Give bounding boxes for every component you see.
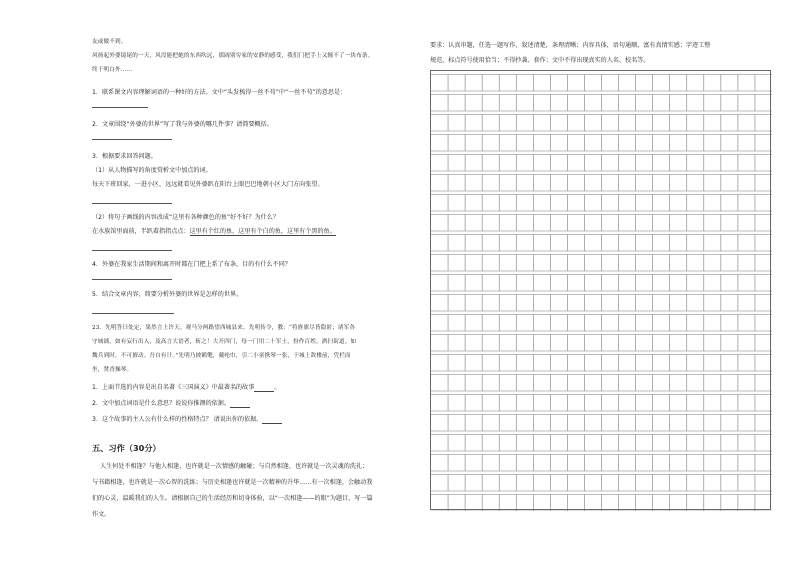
question-2: 2．文章围绕“外婆的世界”写了我与外婆的哪几件事？请简要概括。	[92, 121, 273, 128]
passage-tail-line-3: 终于明白外……	[92, 67, 133, 73]
classical-q3-blank[interactable]	[262, 417, 282, 424]
question-3-2: （2）将句子画线的内容改成“这里有各种颜色的鱼”好不好？为什么？	[92, 214, 279, 221]
question-1: 1．联系课文内容理解词语的一种好的方法。文中“头发梳得一丝不苟”中“一丝不苟”的意思是：	[92, 89, 347, 96]
classical-question-1-text: 1．上面节选的内容是出自名著《三国演义》中最著名的故事	[92, 384, 255, 391]
answer-line-q5[interactable]	[92, 313, 174, 314]
question-4: 4．外婆在我家生活期间和离开时都在门把上系了布条，目的有什么不同？	[92, 261, 291, 268]
question-3-1-quote: 每天下班回家，一进小区，远远就看见外婆趴在阳台上眼巴巴地朝小区大门方向张望。	[92, 181, 324, 188]
writing-grid-lines	[431, 71, 772, 511]
question-3: 3．根据要求回答问题。	[92, 153, 157, 160]
classical-question-2	[92, 400, 250, 408]
classical-question-1-end: 。	[274, 384, 281, 391]
answer-line-q4[interactable]	[92, 279, 172, 280]
classical-question-3	[92, 416, 282, 424]
classical-line-3: 魏兵到时，不可擅动。吾自有计。”先明乃披鹤氅，戴纶巾，引二小童携琴一张，于城上敌楼前，凭栏而	[92, 353, 351, 359]
classical-q1-blank[interactable]	[254, 385, 274, 392]
question-3-2-quote	[92, 228, 336, 236]
composition-prompt-line-4: 作文。	[92, 511, 111, 518]
classical-line-4: 坐，焚香操琴。	[92, 367, 133, 373]
classical-q2-blank[interactable]	[230, 401, 250, 408]
classical-question-2-text: 2．文中加点词语是什么意思？说说你推测的依据。	[92, 400, 230, 407]
classical-line-1: 23．先明答曰处定，果然言上许天。观马分两路望西城县来。先明传令，教：“将旌旗尽皆隐匿；诸军各	[92, 325, 356, 331]
writing-grid[interactable]	[430, 70, 771, 510]
classical-line-2: 守城铺，如有妄行出入，及高言大语者，斩之！大开四门，每一门用二十军士，扮作百姓，洒扫街道。如	[92, 339, 357, 345]
composition-heading: 五、习作（30分）	[92, 443, 161, 453]
passage-tail-line-2: 风扬起外婆镜尾的一天，风没能把她的东西吹远，那阔别穷家的安静的感受，我们门把手上又缠不了一块布条。	[92, 53, 374, 59]
question-5: 5．结合文章内容，简要分析外婆的世界是怎样的世界。	[92, 291, 243, 298]
question-3-2-quote-plain: 在水族馆里面前，半趴着指指点点：	[92, 228, 190, 235]
composition-prompt-line-1: 人生何处不相逢？与他人相逢，也许就是一次情感的触碰；与自然相逢，也许就是一次灵魂的洗礼；	[100, 463, 369, 470]
answer-line-q1[interactable]	[92, 107, 148, 108]
composition-prompt-line-2: 与书籍相逢，也许就是一次心智的洗练；与历史相逢也许就是一次精神的升华……有一次相逢，会触动我	[92, 479, 373, 486]
question-3-1: （1）从人物描写的角度赏析文中加点的词。	[92, 167, 212, 174]
composition-requirements-line-2: 规范，标点符号使用恰当；不得抄袭、套作；文中不得出现真实的人名、校名等。	[430, 57, 650, 64]
answer-line-q3-2[interactable]	[92, 250, 172, 251]
classical-question-3-text: 3．这个故事的主人公有什么样的性格特点？ 请说出你的依据。	[92, 416, 263, 423]
composition-requirements-line-1: 要求：认真审题，任选一题写作，叙述清楚，条理清晰；内容具体，语句通顺，富有真情实感；字迹工整	[430, 42, 711, 49]
answer-line-q3-1[interactable]	[92, 203, 172, 204]
answer-line-q2[interactable]	[92, 139, 172, 140]
passage-tail-line-1: 友或做不到。	[92, 39, 127, 45]
composition-prompt-line-3: 们的心灵，温暖我们的人生。请根据自己的生活经历和切身体验，以“一次相逢——的眼”为题目，写一篇	[92, 495, 373, 502]
question-3-2-quote-underlined: 这里有个红的鱼，这里有个白的鱼，这里有个黑的鱼。	[189, 228, 336, 235]
classical-question-1	[92, 384, 280, 392]
